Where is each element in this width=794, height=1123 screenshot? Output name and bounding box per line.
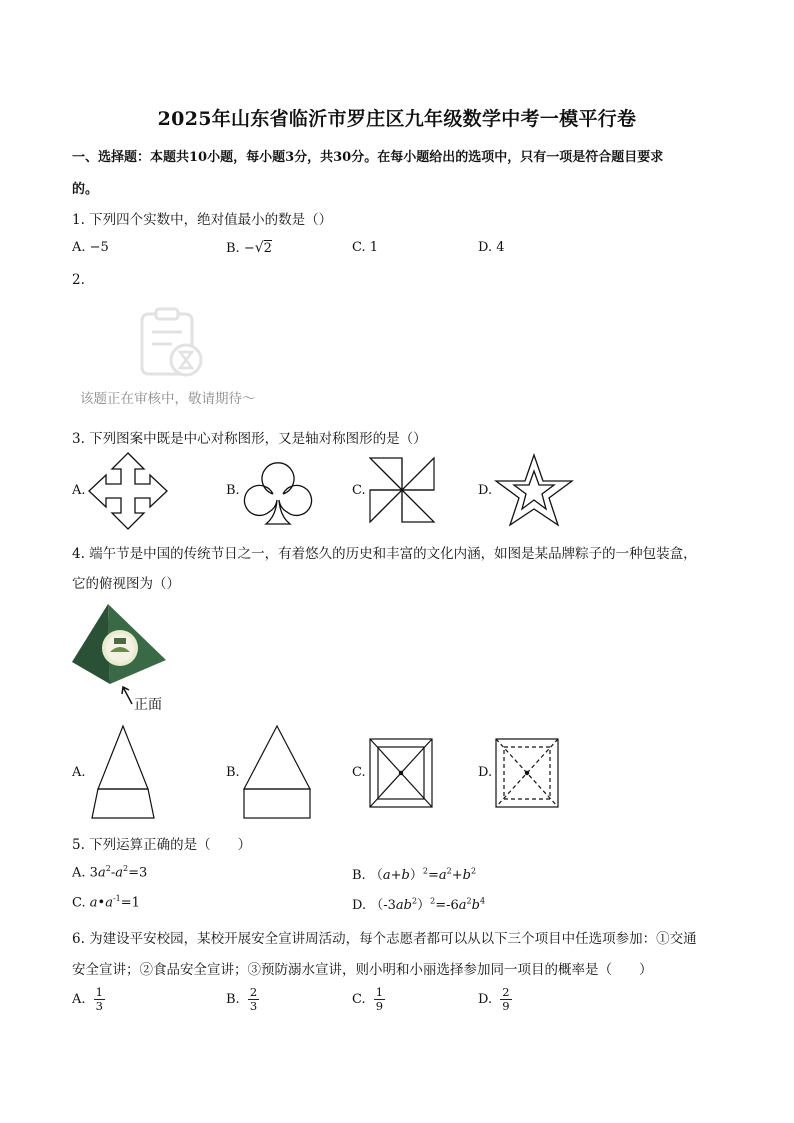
q5-b-r2: b <box>462 868 471 883</box>
q5-a-label: A. <box>72 865 86 881</box>
q5-option-b <box>352 864 476 883</box>
q6-d-label: D. <box>478 992 493 1007</box>
q6-d-den: 9 <box>502 999 510 1013</box>
q2-pending-text: 该题正在审核中，敬请期待～ <box>80 391 256 407</box>
q5-d-r2: b <box>471 898 480 913</box>
q5-b-r1e: 2 <box>446 866 452 876</box>
section-heading: 一、选择题：本题共10小题，每小题3分，共30分。在每小题给出的选项中，只有一项是符合题目要求 <box>72 150 664 165</box>
q4-label-d: D. <box>478 765 493 780</box>
q1-option-c: C. 1 <box>352 240 379 255</box>
q5-d-pe: 2 <box>430 896 436 906</box>
q6-c-num: 1 <box>375 985 384 999</box>
q5-a-var1: a <box>97 865 106 881</box>
q5-b-eq: = <box>427 868 439 883</box>
q5-b-pre: （ <box>369 868 383 883</box>
q5-b-plus: + <box>390 868 402 883</box>
q5-d-eq: =-6 <box>435 898 459 913</box>
pinwheel-icon <box>368 456 436 524</box>
q3-label-b: B. <box>226 483 240 498</box>
q1-stem: 1. 下列四个实数中，绝对值最小的数是（） <box>72 212 333 228</box>
q5-b-a: a <box>382 868 391 883</box>
clipboard-hourglass-icon <box>138 306 208 382</box>
q6-stem-line1: 6. 为建设平安校园，某校开展安全宣讲周活动，每个志愿者都可以从以下三个项目中任选项参加：①交通 <box>72 931 697 947</box>
q4-label-a: A. <box>72 765 86 780</box>
club-icon <box>240 454 316 526</box>
q6-stem-line2: 安全宣讲；②食品安全宣讲；③预防溺水宣讲，则小明和小丽选择参加同一项目的概率是（ ） <box>72 962 653 978</box>
q6-a-label: A. <box>72 992 86 1007</box>
q4-figure-d <box>494 737 560 809</box>
q5-d-r1e: 2 <box>466 896 472 906</box>
q2-number: 2. <box>72 272 85 288</box>
q4-figure-b <box>240 724 314 820</box>
q6-c-label: C. <box>352 992 366 1007</box>
q1-option-b: B. −√2 <box>226 240 272 256</box>
q4-label-c: C. <box>352 765 366 780</box>
q6-b-num: 2 <box>249 985 258 999</box>
q4-stem-line2: 它的俯视图为（） <box>72 576 180 592</box>
q5-d-post: ） <box>417 898 431 913</box>
q5-a-exp2: 2 <box>122 864 129 873</box>
q1-option-d: D. 4 <box>478 240 505 255</box>
section-heading-continued: 的。 <box>72 182 99 197</box>
q6-option-c <box>352 986 385 1013</box>
q6-b-label: B. <box>226 992 240 1007</box>
q5-a-exp1: 2 <box>105 864 111 873</box>
document-title: 2025年山东省临沂市罗庄区九年级数学中考一模平行卷 <box>157 108 637 130</box>
q5-c-dot: • <box>97 895 106 911</box>
q5-c-exp: -1 <box>112 894 121 903</box>
q3-stem: 3. 下列图案中既是中心对称图形，又是轴对称图形的是（） <box>72 431 427 447</box>
q6-option-a <box>72 986 105 1013</box>
q5-a-op: - <box>110 865 116 881</box>
q5-option-d <box>352 894 485 913</box>
q3-label-d: D. <box>478 483 493 498</box>
q5-b-b: b <box>401 868 410 883</box>
q1-sqrt-value: 2 <box>263 241 272 256</box>
q5-c-rhs: =1 <box>120 895 140 911</box>
q5-c-a: a <box>89 895 98 911</box>
q5-a-rhs: =3 <box>128 865 148 881</box>
q5-b-r1: a <box>438 868 447 883</box>
q5-stem: 5. 下列运算正确的是（ ） <box>72 837 252 853</box>
q6-a-num: 1 <box>95 985 103 999</box>
q5-c-label: C. <box>72 895 86 911</box>
q4-figure-c <box>368 737 434 809</box>
q1-option-b-label: B. − <box>226 241 255 256</box>
q5-b-r2e: 2 <box>470 866 477 876</box>
q4-label-b: B. <box>226 765 240 780</box>
q5-d-r2e: 4 <box>479 896 486 906</box>
q5-d-pre: （-3 <box>370 898 396 913</box>
q5-d-r1: a <box>458 898 467 913</box>
q4-figure-a <box>86 724 160 820</box>
q6-b-den: 3 <box>249 999 258 1013</box>
q6-option-d <box>478 986 512 1013</box>
four-arrow-cross-icon <box>86 451 170 531</box>
q6-c-den: 9 <box>375 999 384 1013</box>
q5-a-coef: 3 <box>89 865 98 881</box>
star-icon <box>494 453 574 527</box>
q5-b-post: ） <box>409 868 423 883</box>
q5-b-exp: 2 <box>422 866 428 876</box>
photo-caption-front: 正面 <box>134 697 162 713</box>
q1-option-a: A. −5 <box>72 240 109 255</box>
q6-option-b <box>226 986 259 1013</box>
q3-label-c: C. <box>352 483 366 498</box>
q3-label-a: A. <box>72 483 86 498</box>
q5-b-label: B. <box>352 868 366 883</box>
q4-stem-line1: 4. 端午节是中国的传统节日之一，有着悠久的历史和丰富的文化内涵，如图是某品牌粽子的一种包装盒， <box>72 546 697 562</box>
q5-d-label: D. <box>352 898 367 913</box>
q5-c-v: a <box>105 895 113 911</box>
q5-d-v: ab <box>395 898 412 913</box>
q5-d-exp: 2 <box>411 896 418 906</box>
q5-option-a <box>72 864 147 880</box>
q5-a-var2: a <box>115 865 123 881</box>
q6-a-den: 3 <box>95 999 103 1013</box>
q5-b-rp: + <box>451 868 463 883</box>
q5-option-c <box>72 894 140 910</box>
q6-d-num: 2 <box>502 985 510 999</box>
zongzi-box-photo <box>70 600 170 692</box>
